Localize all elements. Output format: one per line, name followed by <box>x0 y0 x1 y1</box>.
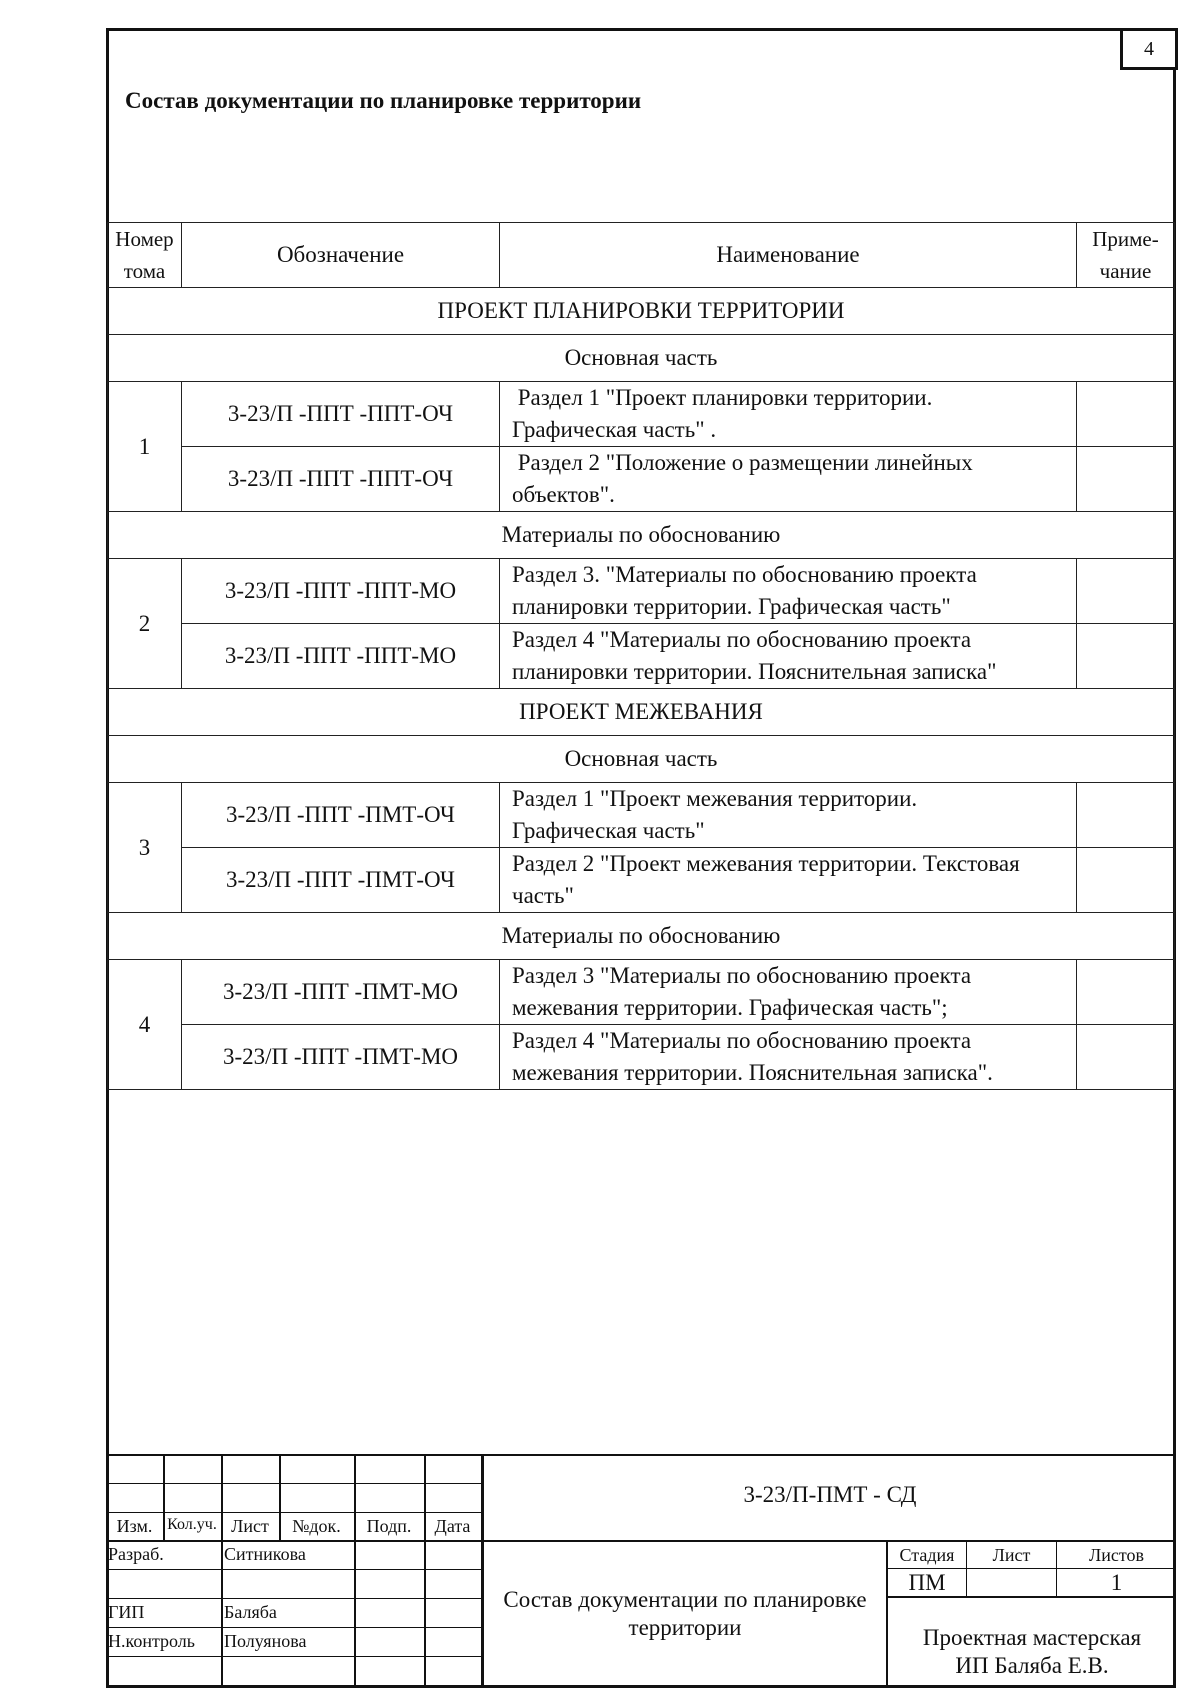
designation-cell: 3-23/П -ППТ -ППТ-ОЧ <box>182 382 500 447</box>
name-cell <box>500 447 1077 512</box>
stamp-org-line1: Проектная мастерская <box>922 1625 1142 1650</box>
name-line: Графическая часть" . <box>512 417 717 442</box>
part-title: Основная часть <box>108 335 1175 382</box>
designation-cell: 3-23/П -ППТ -ППТ-ОЧ <box>182 447 500 512</box>
designation-cell: 3-23/П -ППТ -ППТ-МО <box>182 559 500 624</box>
table-row <box>108 960 1175 1025</box>
stamp-doc-code: 3-23/П-ПМТ - СД <box>743 1482 917 1507</box>
designation-cell: 3-23/П -ППТ -ПМТ-ОЧ <box>182 783 500 848</box>
name-line: Раздел 4 "Материалы по обоснованию проекта <box>512 627 972 652</box>
name-line: Раздел 2 "Положение о размещении линейных <box>512 450 973 475</box>
section-row <box>108 689 1175 736</box>
note-cell <box>1077 960 1175 1025</box>
stamp-stage-value: ПМ <box>908 1570 946 1595</box>
stamp-line <box>354 1454 356 1688</box>
stamp-doc-name-line1: Состав документации по планировке <box>503 1587 867 1612</box>
table-row <box>108 559 1175 624</box>
header-volume-line1: Номер <box>115 227 174 251</box>
table-row <box>108 447 1175 512</box>
note-cell <box>1077 1025 1175 1090</box>
note-cell <box>1077 624 1175 689</box>
name-line: Раздел 1 "Проект планировки территории. <box>512 385 933 410</box>
stamp-line <box>106 1540 1176 1542</box>
header-designation: Обозначение <box>182 223 500 288</box>
designation-cell: 3-23/П -ППТ -ППТ-МО <box>182 624 500 689</box>
designation-cell: 3-23/П -ППТ -ПМТ-ОЧ <box>182 848 500 913</box>
note-cell <box>1077 447 1175 512</box>
stamp-org-line2: ИП Баляба Е.В. <box>955 1653 1109 1678</box>
stamp-line <box>106 1454 1176 1456</box>
stamp-sheets-value: 1 <box>1110 1570 1123 1595</box>
header-volume <box>108 223 182 288</box>
stamp-gip-name: Баляба <box>224 1602 277 1622</box>
stamp-line <box>221 1454 223 1688</box>
section-row <box>108 288 1175 335</box>
note-cell <box>1077 783 1175 848</box>
table-row <box>108 783 1175 848</box>
stamp-col-data: Дата <box>434 1516 471 1536</box>
table-row <box>108 1025 1175 1090</box>
designation-cell: 3-23/П -ППТ -ПМТ-МО <box>182 960 500 1025</box>
document-title: Состав документации по планировке территории <box>125 88 642 113</box>
table-row <box>108 848 1175 913</box>
header-volume-line2: тома <box>123 259 166 283</box>
stamp-sheets-label: Листов <box>1089 1545 1144 1565</box>
part-title: Материалы по обоснованию <box>108 913 1175 960</box>
note-cell <box>1077 382 1175 447</box>
part-row <box>108 913 1175 960</box>
stamp-gip-label: ГИП <box>108 1602 145 1622</box>
stamp-line <box>886 1568 1176 1569</box>
name-cell <box>500 382 1077 447</box>
stamp-col-kol: Кол.уч. <box>167 1516 217 1533</box>
note-cell <box>1077 559 1175 624</box>
part-title: Основная часть <box>108 736 1175 783</box>
note-cell <box>1077 848 1175 913</box>
stamp-nkontrol-name: Полуянова <box>224 1631 307 1651</box>
name-cell <box>500 848 1077 913</box>
stamp-line <box>424 1454 426 1688</box>
stamp-line <box>886 1596 1176 1598</box>
name-line: Раздел 1 "Проект межевания территории. <box>512 786 918 811</box>
table-row <box>108 382 1175 447</box>
stamp-col-list: Лист <box>231 1516 269 1536</box>
stamp-stage-label: Стадия <box>899 1545 955 1565</box>
volume-number: 2 <box>108 559 182 689</box>
stamp-nkontrol-label: Н.контроль <box>108 1631 196 1651</box>
stamp-sheet-label: Лист <box>992 1545 1031 1565</box>
name-line: Раздел 2 "Проект межевания территории. Текстовая <box>512 851 1020 876</box>
stamp-col-podp: Подп. <box>366 1516 412 1536</box>
stamp-col-ndok: №док. <box>292 1516 341 1536</box>
composition-table <box>107 222 1175 1090</box>
part-title: Материалы по обоснованию <box>108 512 1175 559</box>
section-title: ПРОЕКТ МЕЖЕВАНИЯ <box>108 689 1175 736</box>
title-block <box>106 1454 1176 1688</box>
name-line: межевания территории. Графическая часть"; <box>512 995 948 1020</box>
stamp-razrab-label: Разраб. <box>108 1544 164 1564</box>
name-line: Раздел 3 "Материалы по обоснованию проекта <box>512 963 972 988</box>
header-note-line2: чание <box>1099 259 1152 283</box>
stamp-organization <box>888 1624 1176 1680</box>
name-cell <box>500 960 1077 1025</box>
stamp-col-izm: Изм. <box>116 1516 153 1536</box>
name-line: планировки территории. Графическая часть" <box>512 594 951 619</box>
header-name: Наименование <box>500 223 1077 288</box>
header-note <box>1077 223 1175 288</box>
designation-cell: 3-23/П -ППТ -ПМТ-МО <box>182 1025 500 1090</box>
name-cell <box>500 559 1077 624</box>
part-row <box>108 736 1175 783</box>
name-cell <box>500 624 1077 689</box>
name-cell <box>500 783 1077 848</box>
volume-number: 1 <box>108 382 182 512</box>
name-line: часть" <box>512 883 574 908</box>
stamp-doc-name-line2: территории <box>628 1615 742 1640</box>
section-title: ПРОЕКТ ПЛАНИРОВКИ ТЕРРИТОРИИ <box>108 288 1175 335</box>
name-line: планировки территории. Пояснительная записка" <box>512 659 997 684</box>
page-number: 4 <box>1120 28 1178 70</box>
volume-number: 3 <box>108 783 182 913</box>
table-header-row <box>108 223 1175 288</box>
name-line: Раздел 4 "Материалы по обоснованию проекта <box>512 1028 972 1053</box>
stamp-razrab-name: Ситникова <box>224 1544 306 1564</box>
table-row <box>108 624 1175 689</box>
stamp-doc-name <box>484 1586 886 1642</box>
volume-number: 4 <box>108 960 182 1090</box>
name-line: Раздел 3. "Материалы по обоснованию проекта <box>512 562 977 587</box>
name-line: Графическая часть" <box>512 818 705 843</box>
part-row <box>108 335 1175 382</box>
header-note-line1: Приме- <box>1092 227 1159 251</box>
name-line: объектов". <box>512 482 615 507</box>
part-row <box>108 512 1175 559</box>
name-line: межевания территории. Пояснительная записка". <box>512 1060 993 1085</box>
name-cell <box>500 1025 1077 1090</box>
